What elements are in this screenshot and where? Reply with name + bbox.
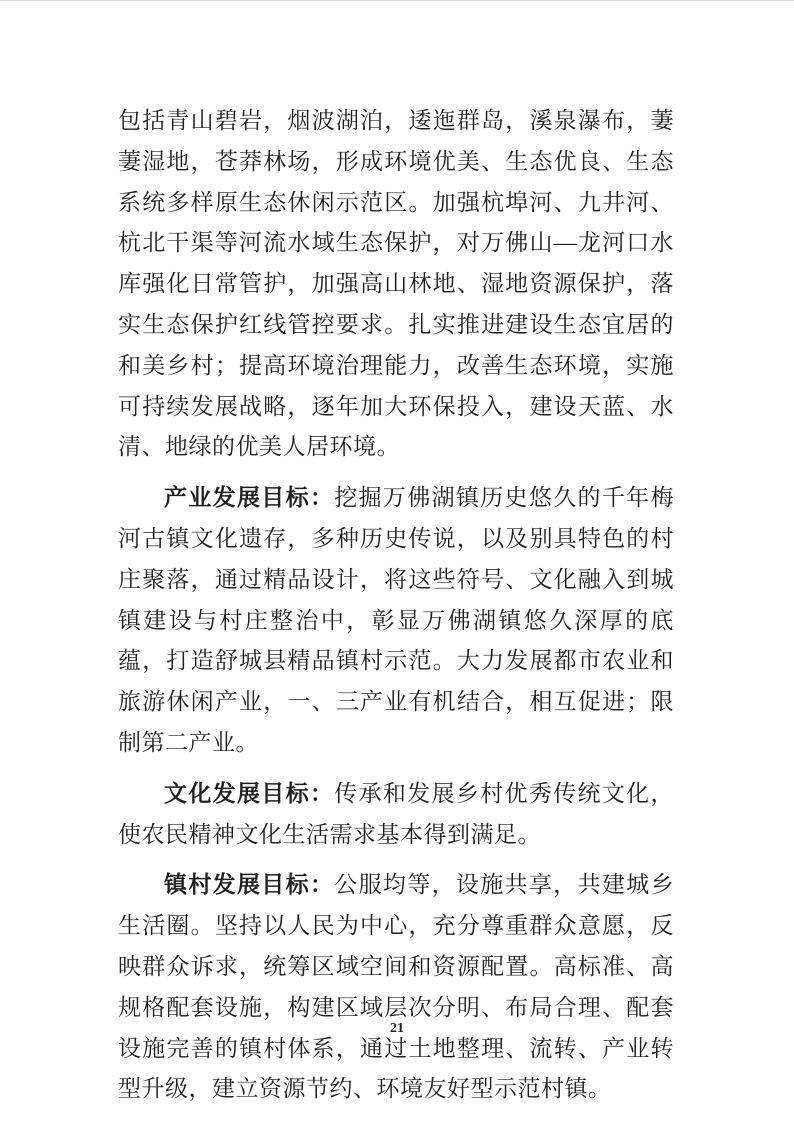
- paragraph-text: 公服均等，设施共享，共建城乡生活圈。坚持以人民为中心，充分尊重群众意愿，反映群众诉求，统筹区域空间和资源配置。高标准、高规格配套设施，构建区域层次分明、布局合理、配套设施完善的镇村体系，通过土地整理、流转、产业转型升级，建立资源节约、环境友好型示范村镇。: [118, 872, 675, 1102]
- paragraph-text: 挖掘万佛湖镇历史悠久的千年梅河古镇文化遗存，多种历史传说，以及别具特色的村庄聚落，通过精品设计，将这些符号、文化融入到城镇建设与村庄整治中，彰显万佛湖镇悠久深厚的底蕴，打造舒城县精品镇村示范。大力发展都市农业和旅游休闲产业，一、三产业有机结合，相互促进；限制第二产业。: [118, 485, 675, 755]
- page-number: 21: [390, 1021, 404, 1036]
- paragraph-ecology-goal-continuation: [118, 101, 674, 468]
- paragraph-town-village-goal: [118, 865, 674, 1110]
- paragraph-text: 包括青山碧岩，烟波湖泊，逶迤群岛，溪泉瀑布，萋萋湿地，苍莽林场，形成环境优美、生态优良、生态系统多样原生态休闲示范区。加强杭埠河、九井河、杭北干渠等河流水域生态保护，对万佛山—龙河口水库强化日常管护，加强高山林地、湿地资源保护，落实生态保护红线管控要求。扎实推进建设生态宜居的和美乡村；提高环境治理能力，改善生态环境，实施可持续发展战略，逐年加大环保投入，建设天蓝、水清、地绿的优美人居环境。: [118, 108, 674, 460]
- page-content: [118, 101, 674, 1110]
- paragraph-label: 产业发展目标：: [164, 485, 335, 511]
- paragraph-label: 文化发展目标：: [164, 780, 335, 806]
- paragraph-culture-goal: [118, 774, 674, 856]
- paragraph-text: 传承和发展乡村优秀传统文化，使农民精神文化生活需求基本得到满足。: [118, 780, 675, 847]
- paragraph-industry-goal: [118, 478, 674, 764]
- paragraph-label: 镇村发展目标：: [164, 872, 335, 898]
